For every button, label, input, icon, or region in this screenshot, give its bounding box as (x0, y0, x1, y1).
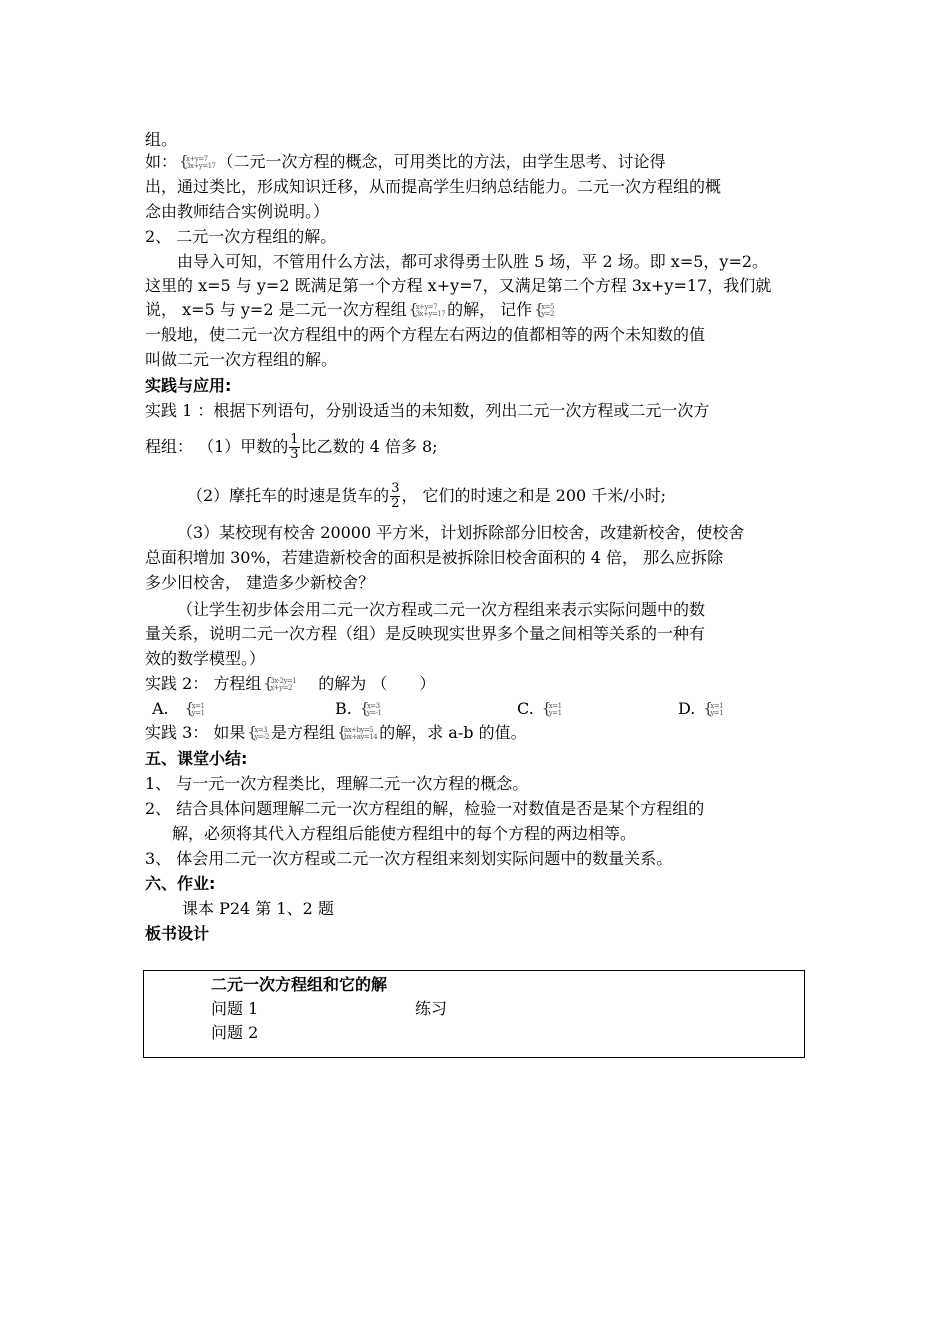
text-line: 1、 与一元一次方程类比，理解二元一次方程的概念。 (145, 774, 529, 793)
equation-system: { x+y=7 3x+y=17 (408, 299, 446, 318)
text-line: 2、 结合具体问题理解二元一次方程组的解，检验一对数值是否是某个方程组的 (145, 799, 705, 818)
text-line: 3、 体会用二元一次方程或二元一次方程组来刻划实际问题中的数量关系。 (145, 849, 673, 868)
text-line: 程组： （1）甲数的 $\frac{1}{3}$ 比乙数的 4 倍多 8; (145, 432, 438, 462)
text-line: 课本 P24 第 1、2 题 (182, 899, 334, 918)
text-line: （让学生初步体会用二元一次方程或二元一次方程组来表示实际问题中的数 (177, 600, 706, 619)
equation-system: { x+y=7 3x+y=17 (179, 151, 216, 170)
option-d: D. { x=1 y=1 (678, 698, 724, 718)
text-line: 出，通过类比，形成知识迁移，从而提高学生归纳总结能力。二元一次方程组的概 (145, 177, 722, 196)
text-line: 如： { x+y=7 3x+y=17 （二元一次方程的概念，可用类比的方法，由学生思考、讨论得 (145, 151, 666, 171)
text-line: 解，必须将其代入方程组后能使方程组中的每个方程的两边相等。 (172, 824, 637, 843)
section-heading: 五、课堂小结: (145, 749, 248, 768)
text-line: 2、 二元一次方程组的解。 (145, 227, 337, 246)
board-item: 问题 2 (211, 1023, 259, 1042)
text-line: 组。 (145, 130, 178, 149)
option-a: A. { x=1 y=1 (152, 698, 205, 718)
equation-system: { 3x-2y=1 x+y=2 (263, 673, 297, 692)
text-line: 念由教师结合实例说明。） (145, 202, 330, 221)
option-c: C. { x=1 y=1 (517, 698, 562, 718)
text-line: 实践 1 ：根据下列语句，分别设适当的未知数，列出二元一次方程或二元一次方 (145, 401, 710, 420)
text-line: 实践 2： 方程组 { 3x-2y=1 x+y=2 的解为 （ ） (145, 673, 436, 693)
fraction: $\frac{1}{3}$ (290, 432, 299, 462)
option-b: B. { x=3 y=-1 (335, 698, 382, 718)
board-design-box (143, 970, 805, 1058)
equation-system: { ax+by=5 bx+ay=14 (337, 722, 378, 741)
board-item: 问题 1 (211, 999, 259, 1018)
text-line: 实践 3： 如果 { x=3 y=-2 是方程组 { ax+by=5 bx+ay=14 的解，求 a-b 的值。 (145, 722, 527, 742)
text-line: 这里的 x=5 与 y=2 既满足第一个方程 x+y=7，又满足第二个方程 3x+y=17，我们就 (145, 276, 772, 295)
equation-system: { x=3 y=-2 (247, 722, 269, 741)
text-line: 效的数学模型。） (145, 649, 266, 668)
text-line: 总面积增加 30%，若建造新校舍的面积是被拆除旧校舍面积的 4 倍， 那么应拆除 (145, 548, 724, 567)
section-heading: 板书设计 (145, 924, 210, 943)
text-line: 量关系，说明二元一次方程（组）是反映现实世界多个量之间相等关系的一种有 (145, 624, 706, 643)
section-heading: 实践与应用: (145, 376, 232, 395)
text-line: 说， x=5 与 y=2 是二元一次方程组 { x+y=7 3x+y=17 的解， 记作 { x=5 y=2 (145, 299, 554, 319)
board-item: 练习 (415, 999, 448, 1018)
text-line: 一般地，使二元一次方程组中的两个方程左右两边的值都相等的两个未知数的值 (145, 325, 706, 344)
text-line: 多少旧校舍， 建造多少新校舍？ (145, 573, 375, 592)
text-line: （2）摩托车的时速是货车的 $\frac{3}{2}$ ， 它们的时速之和是 200 千米/小时; (187, 481, 667, 511)
fraction: $\frac{3}{2}$ (391, 481, 400, 511)
section-heading: 六、作业: (145, 874, 216, 893)
board-title: 二元一次方程组和它的解 (211, 975, 388, 994)
equation-system: { x=5 y=2 (534, 299, 554, 318)
text-line: （3）某校现有校舍 20000 平方米，计划拆除部分旧校舍，改建新校舍，使校舍 (177, 523, 745, 542)
text-line: 由导入可知，不管用什么方法，都可求得勇士队胜 5 场，平 2 场。即 x=5，y=2。 (177, 252, 769, 271)
text-line: 叫做二元一次方程组的解。 (145, 350, 338, 369)
